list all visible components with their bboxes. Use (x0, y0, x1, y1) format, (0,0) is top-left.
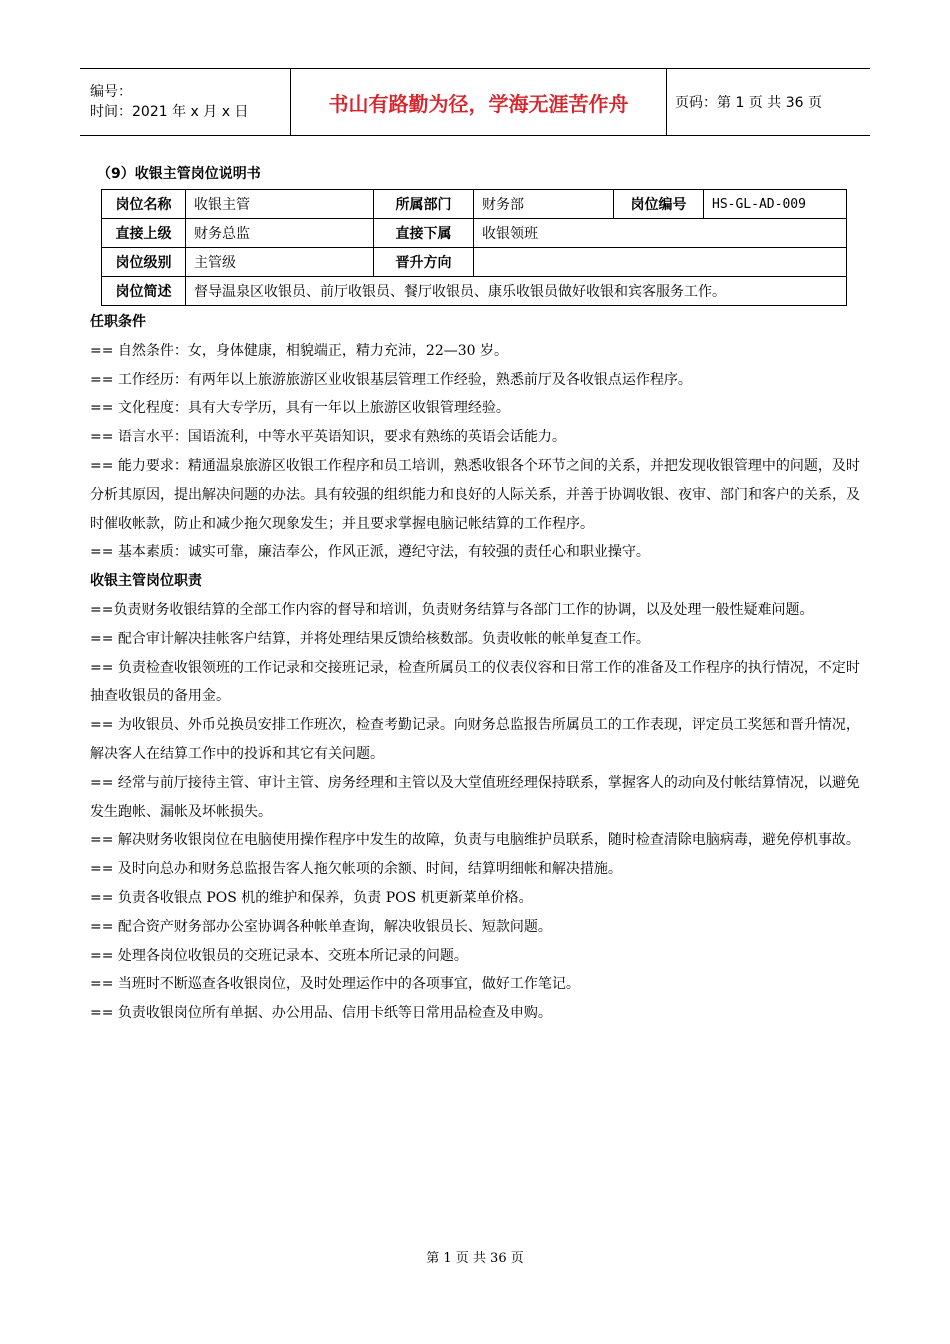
superior-label: 直接上级 (102, 219, 186, 248)
table-row (102, 277, 847, 306)
list-item: == 语言水平：国语流利，中等水平英语知识，要求有熟练的英语会话能力。 (90, 429, 566, 446)
list-item: == 配合资产财务部办公室协调各种帐单查询，解决收银员长、短款问题。 (90, 918, 552, 935)
post-code-label: 岗位编号 (614, 190, 704, 219)
promotion-label: 晋升方向 (374, 248, 474, 277)
list-item: == 能力要求：精通温泉旅游区收银工作程序和员工培训，熟悉收银各个环节之间的关系，并把发现收银管理中的问题，及时分析其原因，提出解决问题的办法。具有较强的组织能力和良好的人际关系，并善于协调收银、夜审、部门和客户的关系，及时催收帐款，防止和减少拖欠现象发生；并且要求掌握电脑记帐结算的工作程序。 (90, 457, 860, 532)
level-value: 主管级 (186, 248, 374, 277)
subordinate-value: 收银领班 (474, 219, 847, 248)
header-page-info: 页码：第 1 页 共 36 页 (667, 69, 871, 136)
document-date: 时间：2021 年 x 月 x 日 (90, 104, 249, 120)
list-item: == 负责收银岗位所有单据、办公用品、信用卡纸等日常用品检查及申购。 (90, 1005, 552, 1022)
list-item: == 负责各收银点 POS 机的维护和保养，负责 POS 机更新菜单价格。 (90, 889, 533, 906)
promotion-value (474, 248, 847, 277)
list-item: == 经常与前厅接待主管、审计主管、房务经理和主管以及大堂值班经理保持联系，掌握客人的动向及付帐结算情况，以避免发生跑帐、漏帐及坏帐损失。 (90, 774, 860, 820)
list-item: == 为收银员、外币兑换员安排工作班次，检查考勤记录。向财务总监报告所属员工的工作表现，评定员工奖惩和晋升情况，解决客人在结算工作中的投诉和其它有关问题。 (90, 717, 860, 762)
document-body (90, 308, 862, 1028)
level-label: 岗位级别 (102, 248, 186, 277)
summary-value: 督导温泉区收银员、前厅收银员、餐厅收银员、康乐收银员做好收银和宾客服务工作。 (186, 277, 847, 306)
page-footer: 第 1 页 共 36 页 (426, 1251, 524, 1266)
post-name-label: 岗位名称 (102, 190, 186, 219)
list-item: == 解决财务收银岗位在电脑使用操作程序中发生的故障，负责与电脑维护员联系，随时检查清除电脑病毒，避免停机事故。 (90, 832, 860, 849)
list-item: == 及时向总办和财务总监报告客人拖欠帐项的余额、时间，结算明细帐和解决措施。 (90, 861, 622, 878)
summary-label: 岗位简述 (102, 277, 186, 306)
list-item: == 配合审计解决挂帐客户结算，并将处理结果反馈给核数部。负责收帐的帐单复查工作。 (90, 630, 650, 647)
department-label: 所属部门 (374, 190, 474, 219)
superior-value: 财务总监 (186, 219, 374, 248)
list-item: == 工作经历：有两年以上旅游旅游区业收银基层管理工作经验，熟悉前厅及各收银点运作程序。 (90, 371, 692, 388)
table-row (102, 190, 847, 219)
duties-heading: 收银主管岗位职责 (90, 573, 202, 590)
department-value: 财务部 (474, 190, 614, 219)
job-info-table (101, 189, 847, 306)
list-item: == 文化程度：具有大专学历，具有一年以上旅游区收银管理经验。 (90, 400, 510, 417)
list-item: == 当班时不断巡查各收银岗位，及时处理运作中的各项事宜，做好工作笔记。 (90, 976, 580, 993)
qualifications-heading: 任职条件 (90, 314, 146, 330)
post-code-value: HS-GL-AD-009 (704, 190, 847, 219)
list-item: ==负责财务收银结算的全部工作内容的督导和培训，负责财务结算与各部门工作的协调，以及处理一般性疑难问题。 (90, 601, 814, 618)
section-title: （9）收银主管岗位说明书 (97, 166, 261, 182)
list-item: == 基本素质：诚实可靠，廉洁奉公，作风正派，遵纪守法，有较强的责任心和职业操守。 (90, 544, 650, 561)
header-motto: 书山有路勤为径，学海无涯苦作舟 (291, 69, 667, 136)
header-meta (80, 69, 291, 136)
list-item: == 负责检查收银领班的工作记录和交接班记录，检查所属员工的仪表仪容和日常工作的准备及工作程序的执行情况，不定时抽查收银员的备用金。 (90, 659, 860, 705)
list-item: == 处理各岗位收银员的交班记录本、交班本所记录的问题。 (90, 947, 468, 964)
subordinate-label: 直接下属 (374, 219, 474, 248)
table-row (102, 219, 847, 248)
post-name-value: 收银主管 (186, 190, 374, 219)
document-number: 编号： (90, 84, 132, 100)
list-item: == 自然条件：女，身体健康，相貌端正，精力充沛，22—30 岁。 (90, 342, 508, 359)
table-row (102, 248, 847, 277)
page-header (80, 68, 870, 136)
